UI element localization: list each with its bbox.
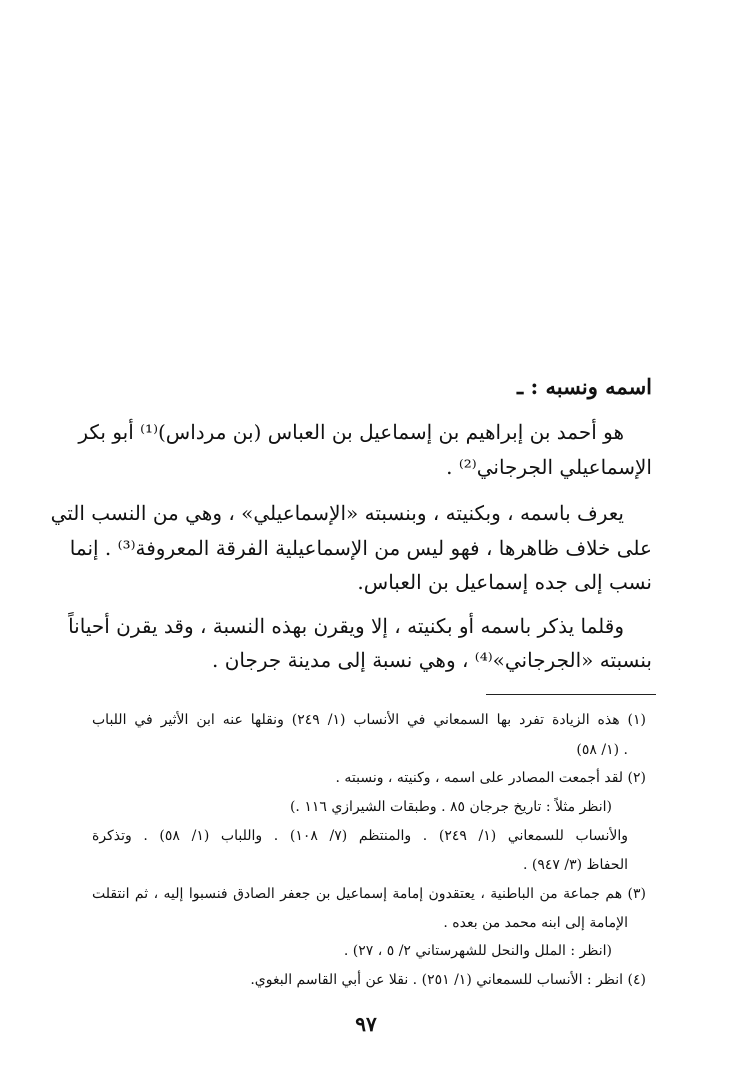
paragraph-1-line-2: الإسماعيلي الجرجاني⁽²⁾ .	[446, 455, 652, 479]
footnote-2-line-4: الحفاظ (٣/ ٩٤٧) .	[522, 857, 628, 873]
footnote-3-line-2: الإمامة إلى ابنه محمد من بعده .	[443, 915, 628, 931]
footnote-1-line-2: (١/ ٥٨) .	[576, 742, 628, 758]
page-number: ٩٧	[355, 1012, 377, 1036]
paragraph-3-line-2: بنسبته «الجرجاني»⁽⁴⁾ ، وهي نسبة إلى مدينة جرجان .	[212, 648, 652, 672]
footnote-3-line-1: (٣) هم جماعة من الباطنية ، يعتقدون إمامة إسماعيل بن جعفر الصادق فنسبوا إليه ، ثم انتقلت	[92, 886, 646, 902]
paragraph-2-line-3: نسب إلى جده إسماعيل بن العباس.	[357, 570, 652, 594]
paragraph-2-line-1: يعرف باسمه ، وبكنيته ، وبنسبته «الإسماعيلي» ، وهي من النسب التي	[50, 501, 624, 525]
footnote-3-line-3: (انظر : الملل والنحل للشهرستاني ٢/ ٥ ، ٢٧) .	[343, 943, 612, 959]
footnote-2-line-3: والأنساب للسمعاني (١/ ٢٤٩) . والمنتظم (٧/ ١٠٨) . واللباب (١/ ٥٨) . وتذكرة	[92, 828, 629, 844]
footnote-2-line-2: (انظر مثلاً : تاريخ جرجان ٨٥ . وطبقات الشيرازي ١١٦ .)	[289, 799, 612, 815]
footnote-2-line-1: (٢) لقد أجمعت المصادر على اسمه ، وكنيته ، ونسبته .	[335, 770, 646, 786]
footnote-1-line-1: (١) هذه الزيادة تفرد بها السمعاني في الأنساب (١/ ٢٤٩) ونقلها عنه ابن الأثير في اللباب	[92, 712, 646, 728]
footnote-divider	[486, 694, 656, 695]
paragraph-3-line-1: وقلما يذكر باسمه أو بكنيته ، إلا ويقرن بهذه النسبة ، وقد يقرن أحياناً	[68, 614, 624, 638]
section-heading: اسمه ونسبه : ـ	[517, 374, 652, 399]
paragraph-1-line-1: هو أحمد بن إبراهيم بن إسماعيل بن العباس (بن مرداس)⁽¹⁾ أبو بكر	[78, 420, 624, 444]
footnote-4-line-1: (٤) انظر : الأنساب للسمعاني (١/ ٢٥١) . نقلا عن أبي القاسم البغوي.	[250, 972, 646, 988]
paragraph-2-line-2: على خلاف ظاهرها ، فهو ليس من الإسماعيلية الفرقة المعروفة⁽³⁾ . إنما	[69, 536, 652, 560]
